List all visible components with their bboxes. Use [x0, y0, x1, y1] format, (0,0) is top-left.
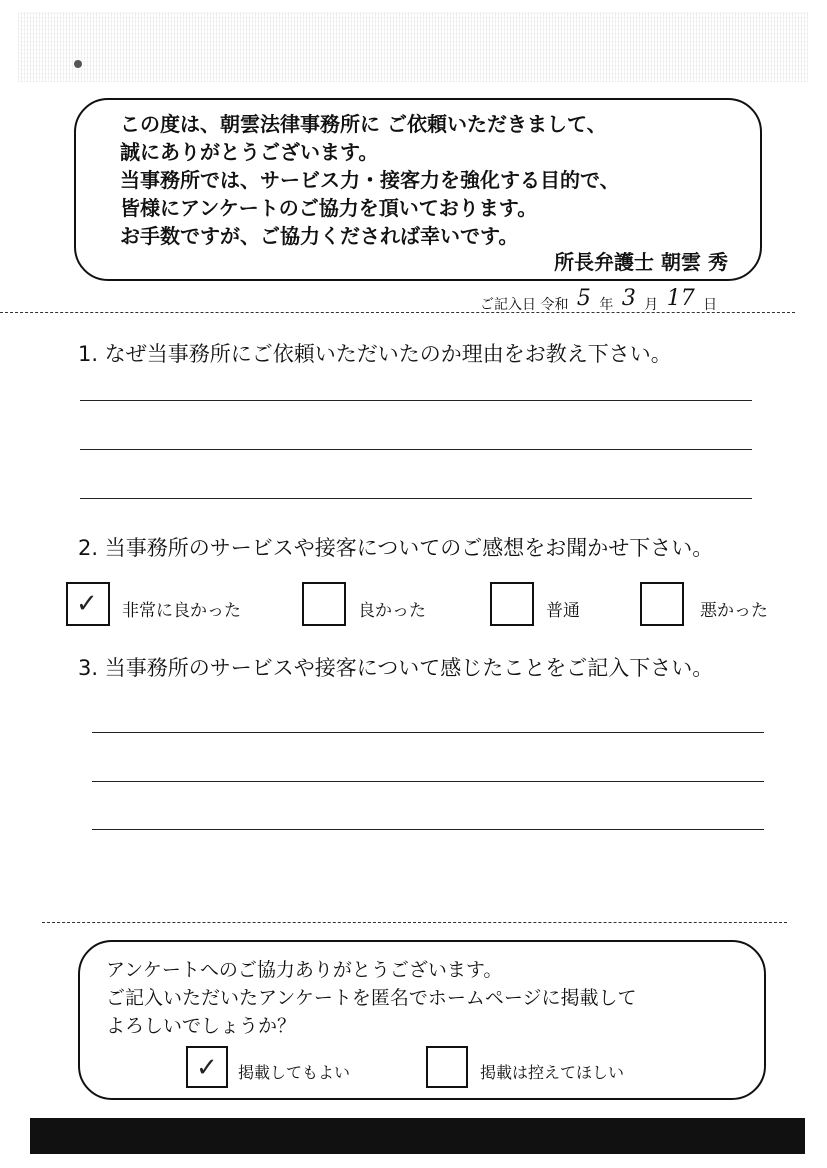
divider-dashed — [42, 922, 787, 923]
checkbox[interactable] — [302, 582, 346, 626]
consent-line: ご記入いただいたアンケートを匿名でホームページに掲載して — [106, 987, 637, 1009]
option-label: 掲載してもよい — [238, 1063, 351, 1082]
option-label: 良かった — [358, 601, 426, 621]
question-2: 2. 当事務所のサービスや接客についてのご感想をお聞かせ下さい。 — [78, 536, 714, 560]
checkbox[interactable] — [186, 1046, 228, 1088]
date-day[interactable]: 17 — [666, 286, 695, 311]
date-prefix: ご記入日 令和 — [480, 297, 569, 313]
scan-footer-bar — [30, 1118, 805, 1154]
greeting-line: お手数ですが、ご協力くだされば幸いです。 — [120, 224, 519, 248]
checkbox[interactable] — [426, 1046, 468, 1088]
question-1: 1. なぜ当事務所にご依頼いただいたのか理由をお教え下さい。 — [78, 342, 672, 366]
option-label: 普通 — [546, 601, 580, 621]
answer-line[interactable] — [92, 732, 764, 733]
greeting-line: 当事務所では、サービス力・接客力を強化する目的で、 — [120, 168, 620, 192]
scan-noise-dot — [74, 60, 82, 68]
date-month-unit: 月 — [644, 297, 659, 313]
date-year-unit: 年 — [599, 297, 614, 313]
checkbox[interactable] — [640, 582, 684, 626]
answer-line[interactable] — [80, 400, 752, 401]
check-mark-icon: ✓ — [196, 1053, 218, 1083]
signature: 所長弁護士 朝雲 秀 — [554, 250, 728, 274]
option-label: 悪かった — [700, 601, 768, 621]
divider-dashed — [0, 312, 795, 313]
date-month[interactable]: 3 — [621, 286, 636, 311]
answer-line[interactable] — [92, 829, 764, 830]
question-3: 3. 当事務所のサービスや接客について感じたことをご記入下さい。 — [78, 656, 714, 680]
greeting-line: この度は、朝雲法律事務所に ご依頼いただきまして、 — [120, 112, 607, 136]
consent-line: アンケートへのご協力ありがとうございます。 — [106, 959, 503, 981]
greeting-box — [74, 98, 762, 281]
checkbox[interactable] — [66, 582, 110, 626]
consent-line: よろしいでしょうか？ — [106, 1015, 297, 1037]
date-year[interactable]: 5 — [576, 286, 591, 311]
check-mark-icon: ✓ — [76, 589, 98, 619]
answer-line[interactable] — [80, 449, 752, 450]
option-label: 掲載は控えてほしい — [480, 1063, 625, 1082]
greeting-line: 誠にありがとうございます。 — [120, 140, 379, 164]
answer-line[interactable] — [92, 781, 764, 782]
checkbox[interactable] — [490, 582, 534, 626]
consent-box — [78, 940, 766, 1100]
scan-noise-band — [18, 12, 808, 82]
date-day-unit: 日 — [703, 297, 718, 313]
greeting-line: 皆様にアンケートのご協力を頂いております。 — [120, 196, 538, 220]
answer-line[interactable] — [80, 498, 752, 499]
option-label: 非常に良かった — [122, 601, 241, 621]
